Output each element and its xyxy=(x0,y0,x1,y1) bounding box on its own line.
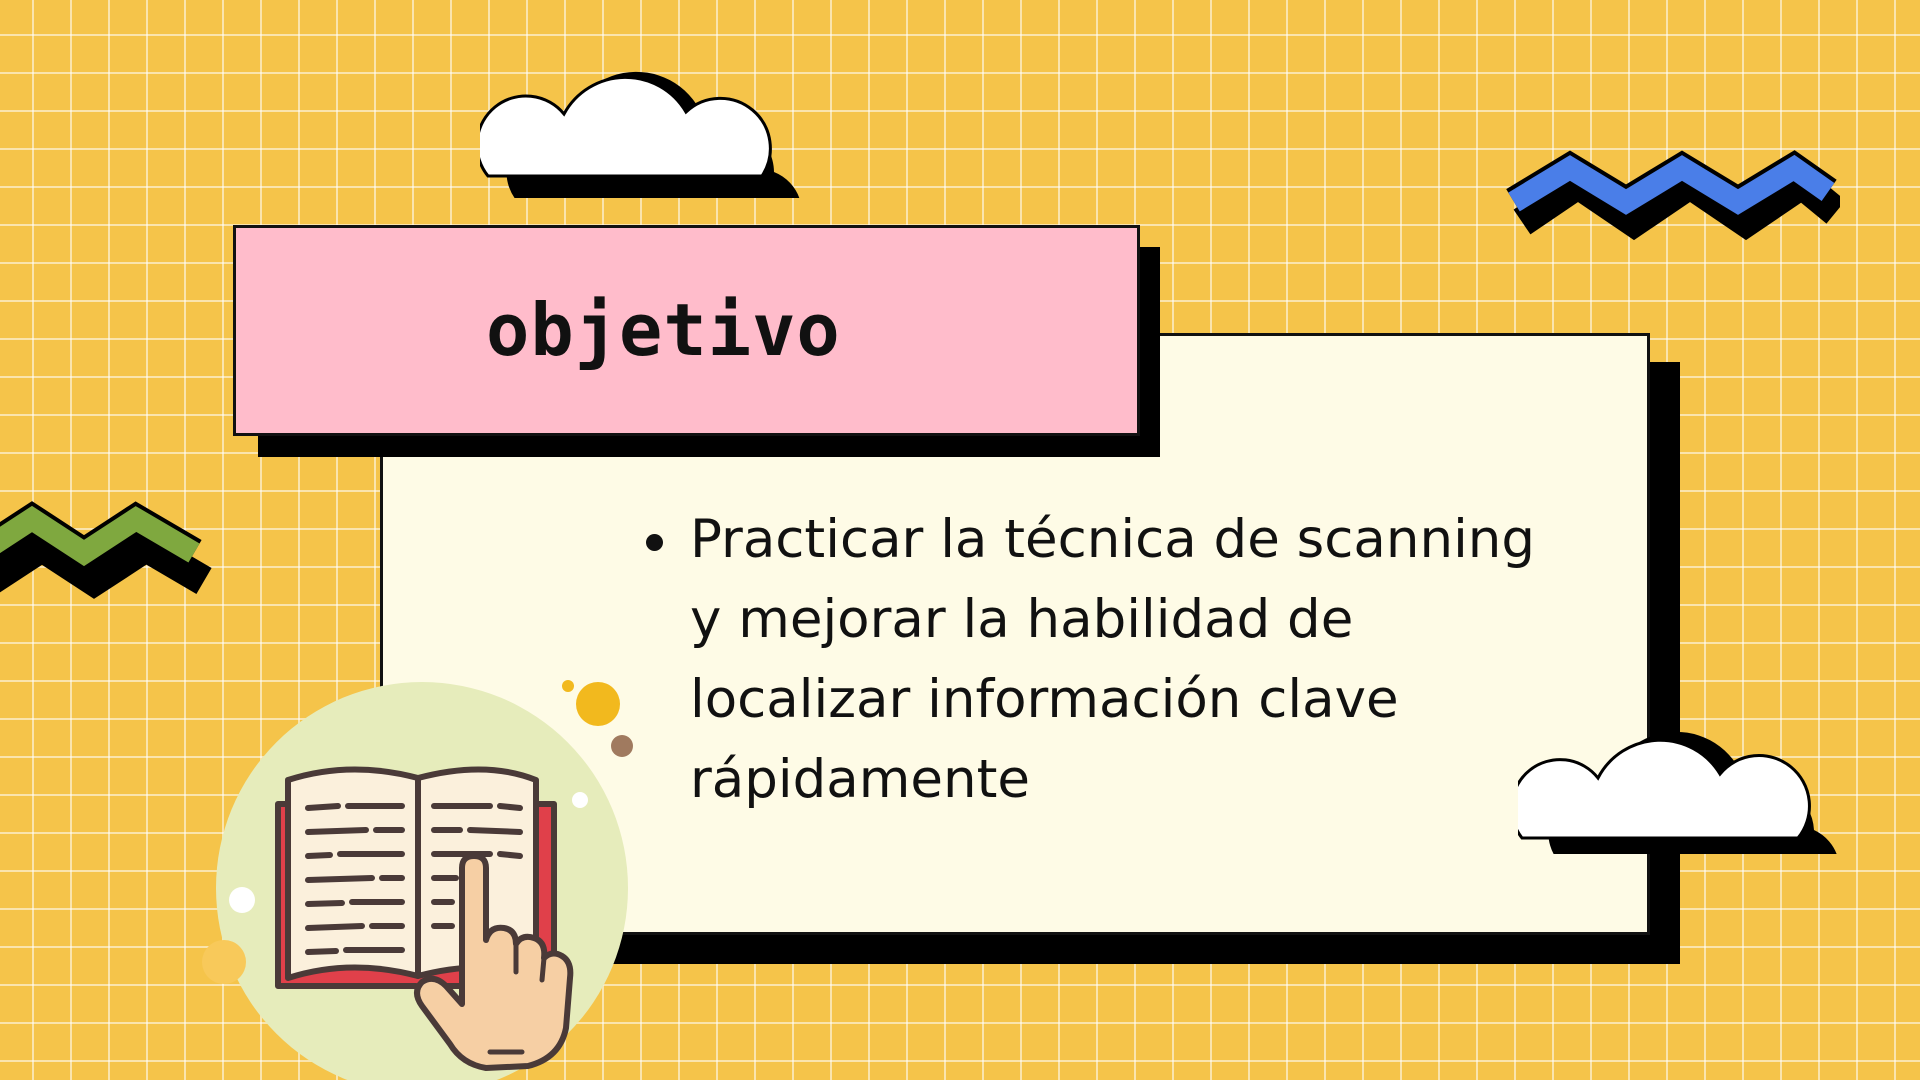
slide-title: objetivo xyxy=(486,288,841,372)
bullet-list xyxy=(640,500,1570,820)
cloud-right-icon xyxy=(1518,718,1838,854)
zigzag-blue-icon xyxy=(1500,150,1840,270)
bullet-item: Practicar la técnica de scanning y mejorar la habilidad de localizar información clave rápidamente xyxy=(640,500,1570,820)
book-illustration xyxy=(190,660,660,1080)
cloud-top-icon xyxy=(480,52,800,198)
title-box xyxy=(233,225,1140,436)
zigzag-green-icon xyxy=(0,495,240,625)
